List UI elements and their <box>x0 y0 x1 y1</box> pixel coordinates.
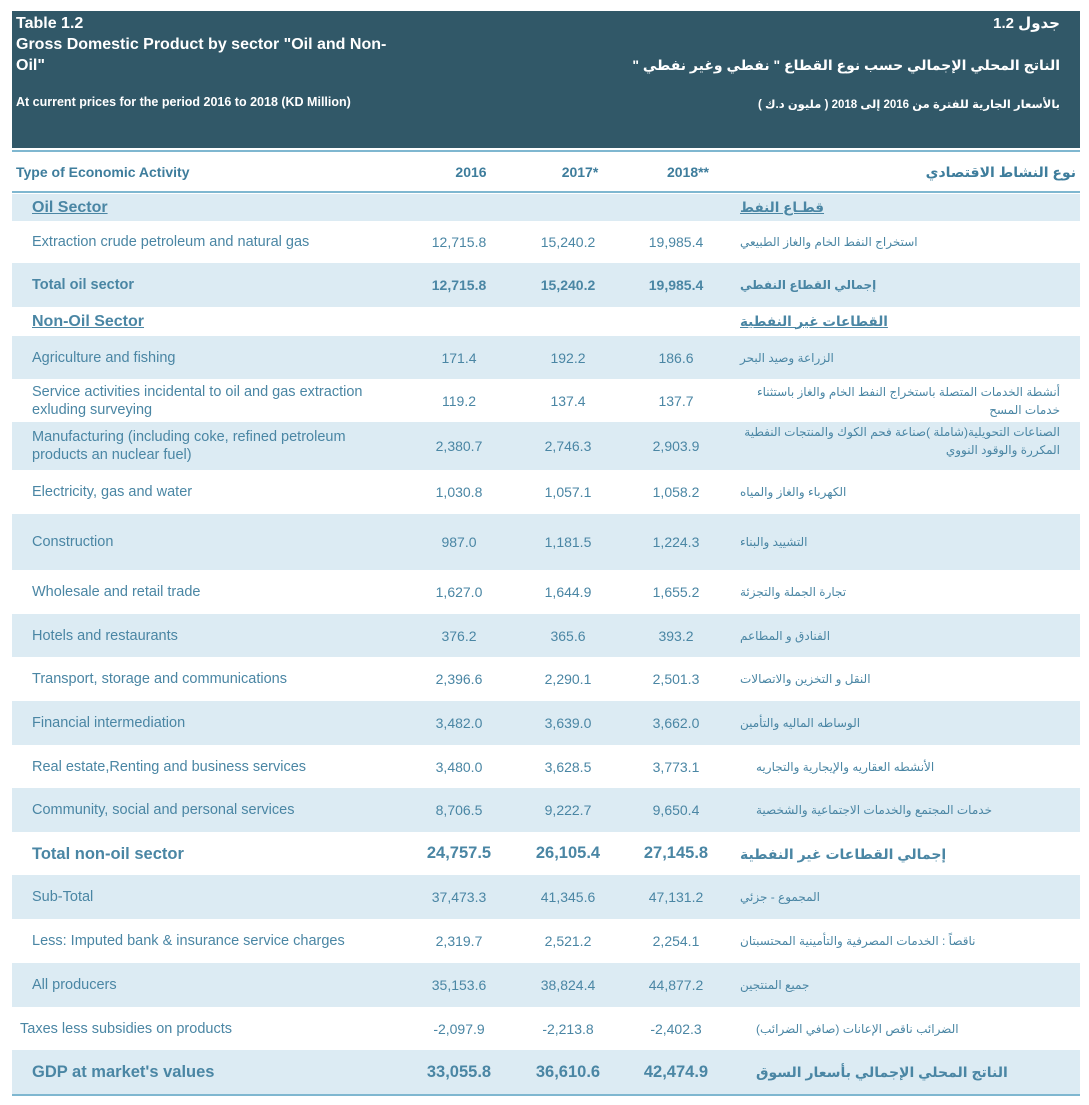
table-row <box>12 875 1080 919</box>
row-label-en: Community, social and personal services <box>32 802 295 818</box>
row-label-ar: الصناعات التحويلية(شاملة )صناعة فحم الكوك والمنتجات النفطية المكررة والوقود النووي <box>744 425 1060 457</box>
row-label-ar: أنشطة الخدمات المتصلة باستخراج النفط الخام والغاز باستثناء خدمات المسح <box>756 384 1060 417</box>
value-2017: 137.4 <box>550 392 586 409</box>
value-2018: 44,877.2 <box>648 977 704 993</box>
row-label-en: Wholesale and retail trade <box>32 584 201 600</box>
value-2017: 38,824.4 <box>540 977 596 993</box>
section-row-oil <box>12 194 1080 221</box>
row-label-en: Less: Imputed bank & insurance service charges <box>32 933 345 949</box>
row-label-ar: الفنادق و المطاعم <box>740 628 831 643</box>
table-row <box>12 657 1080 701</box>
column-header-row <box>12 153 1080 193</box>
value-2016: 2,319.7 <box>435 933 483 949</box>
row-label-ar: خدمات المجتمع والخدمات الاجتماعية والشخصية <box>756 803 992 817</box>
value-2018: 27,145.8 <box>643 844 709 862</box>
value-2017: 2,746.3 <box>544 438 592 454</box>
table-header-banner <box>12 11 1080 148</box>
table-row <box>12 570 1080 614</box>
value-2016: 12,715.8 <box>431 277 487 293</box>
row-label-ar: الوساطه الماليه والتأمين <box>740 716 861 730</box>
value-2018: 3,773.1 <box>652 758 700 775</box>
table-label-ar: جدول 1.2 <box>993 15 1060 32</box>
row-label-en: GDP at market's values <box>32 1063 215 1081</box>
column-header-activity-ar: نوع النشاط الاقتصادي <box>925 164 1076 180</box>
row-label-en: Transport, storage and communications <box>32 671 287 687</box>
value-2018: 2,903.9 <box>652 438 700 454</box>
value-2018: 47,131.2 <box>648 889 704 905</box>
row-label-en: Service activities incidental to oil and gas extraction exluding surveying <box>32 383 363 418</box>
row-label-en: Oil Sector <box>32 198 108 216</box>
row-label-en: Hotels and restaurants <box>32 627 178 644</box>
value-2016: -2,097.9 <box>433 1020 485 1037</box>
value-2016: 1,030.8 <box>435 484 483 500</box>
row-label-ar: استخراج النفط الخام والغاز الطبيعي <box>740 235 918 249</box>
row-label-en: Financial intermediation <box>32 715 186 731</box>
table-row <box>12 1007 1080 1050</box>
value-2018: 1,655.2 <box>652 584 700 600</box>
row-label-ar: الزراعة وصيد البحر <box>740 350 834 365</box>
value-2017: 36,610.6 <box>535 1062 601 1081</box>
row-label-ar: التشييد والبناء <box>740 535 808 549</box>
row-label-ar: جميع المنتجين <box>740 978 810 992</box>
row-label-ar: المجموع - جزئي <box>740 890 821 904</box>
row-label-en: Agriculture and fishing <box>32 349 176 366</box>
value-2016: 119.2 <box>442 392 476 409</box>
value-2018: 2,501.3 <box>652 671 700 687</box>
row-label-en: Total oil sector <box>32 277 135 293</box>
table-row <box>12 470 1080 514</box>
value-2016: 1,627.0 <box>435 584 483 600</box>
table-row <box>12 963 1080 1007</box>
table-row <box>12 919 1080 963</box>
table-row <box>12 379 1080 422</box>
row-label-en: Taxes less subsidies on products <box>20 1020 232 1037</box>
header-divider <box>12 150 1080 152</box>
table-note-ar: بالأسعار الجارية للفترة من 2016 إلى 2018 ( مليون د.ك ) <box>757 99 1060 111</box>
value-2017: 2,290.1 <box>544 671 592 687</box>
table-row <box>12 336 1080 379</box>
value-2018: 19,985.4 <box>648 277 704 293</box>
value-2016: 37,473.3 <box>431 889 487 905</box>
row-label-en: Sub-Total <box>32 889 94 905</box>
row-label-en: Construction <box>32 534 114 550</box>
value-2016: 12,715.8 <box>431 234 487 250</box>
value-2016: 3,482.0 <box>435 715 483 731</box>
value-2017: 15,240.2 <box>540 234 596 250</box>
value-2017: 15,240.2 <box>540 277 596 293</box>
table-row <box>12 745 1080 788</box>
value-2017: 9,222.7 <box>544 802 592 818</box>
value-2017: 3,639.0 <box>544 715 592 731</box>
value-2018: 137.7 <box>658 392 694 409</box>
value-2018: 393.2 <box>658 627 694 644</box>
row-label-en: Real estate,Renting and business services <box>32 758 307 775</box>
row-label-ar: الأنشطه العقاريه والإيجارية والتجاريه <box>756 759 935 774</box>
column-header-activity-en: Type of Economic Activity <box>16 164 190 180</box>
row-label-ar: تجارة الجملة والتجزئة <box>740 585 847 599</box>
value-2016: 33,055.8 <box>426 1062 492 1081</box>
value-2016: 35,153.6 <box>431 977 487 993</box>
row-label-en: Manufacturing (including coke, refined petroleum products an nuclear fuel) <box>32 429 346 463</box>
table-row <box>12 514 1080 570</box>
total-row-non-oil <box>12 832 1080 875</box>
row-label-en: Extraction crude petroleum and natural gas <box>32 234 310 250</box>
value-2018: 186.6 <box>658 349 694 366</box>
row-label-ar: ناقصاً : الخدمات المصرفية والتأمينية المحتسبتان <box>740 934 976 948</box>
value-2018: 9,650.4 <box>652 802 700 818</box>
value-2017: 1,057.1 <box>544 484 592 500</box>
value-2016: 376.2 <box>441 627 477 644</box>
table-label-en: Table 1.2 <box>16 15 84 32</box>
table-title-en: Gross Domestic Product by sector "Oil and Non-Oil" <box>16 36 387 74</box>
value-2018: -2,402.3 <box>650 1020 702 1037</box>
value-2017: 365.6 <box>550 627 586 644</box>
table-row <box>12 701 1080 745</box>
table-row <box>12 614 1080 657</box>
row-label-ar: الكهرباء والغاز والمياه <box>740 485 847 499</box>
row-label-en: Non-Oil Sector <box>32 312 145 330</box>
value-2016: 2,396.6 <box>435 671 483 687</box>
value-2016: 8,706.5 <box>435 802 483 818</box>
value-2017: 2,521.2 <box>544 933 592 949</box>
row-label-ar: إجمالي القطاع النفطي <box>740 278 877 292</box>
value-2018: 1,224.3 <box>652 534 700 550</box>
row-label-ar: الناتج المحلي الإجمالي بأسعار السوق <box>756 1064 1008 1080</box>
value-2017: 192.2 <box>550 349 586 366</box>
value-2018: 2,254.1 <box>652 933 700 949</box>
value-2017: 1,644.9 <box>544 584 592 600</box>
row-label-ar: إجمالي القطاعات غير النفطية <box>740 845 947 862</box>
column-header-2016: 2016 <box>455 164 487 180</box>
value-2016: 171.4 <box>441 349 477 366</box>
value-2016: 24,757.5 <box>426 844 492 862</box>
value-2016: 987.0 <box>441 534 477 550</box>
value-2018: 19,985.4 <box>648 234 704 250</box>
total-row-oil <box>12 263 1080 307</box>
row-label-ar: القطاعات غير النفطية <box>740 313 888 329</box>
value-2018: 3,662.0 <box>652 715 700 731</box>
column-header-2017: 2017* <box>561 164 599 180</box>
value-2017: 41,345.6 <box>540 889 596 905</box>
row-label-en: Electricity, gas and water <box>32 484 193 500</box>
value-2017: 1,181.5 <box>544 534 592 550</box>
table-row <box>12 422 1080 470</box>
value-2017: -2,213.8 <box>542 1020 594 1037</box>
value-2017: 3,628.5 <box>544 758 592 775</box>
column-header-2018: 2018** <box>666 164 710 180</box>
table-row <box>12 221 1080 263</box>
value-2017: 26,105.4 <box>535 844 601 862</box>
row-label-en: Total non-oil sector <box>32 844 184 863</box>
row-label-ar: الضرائب ناقص الإعانات (صافي الضرائب) <box>756 1021 959 1036</box>
row-label-ar: قطـاع النفط <box>740 199 825 215</box>
table-bottom-rule <box>12 1094 1080 1096</box>
value-2018: 42,474.9 <box>643 1062 709 1081</box>
value-2018: 1,058.2 <box>652 484 700 500</box>
row-label-ar: النقل و التخزين والاتصالات <box>740 672 871 686</box>
value-2016: 2,380.7 <box>435 438 483 454</box>
value-2016: 3,480.0 <box>435 758 483 775</box>
table-row <box>12 788 1080 832</box>
total-row-gdp <box>12 1050 1080 1094</box>
row-label-en: All producers <box>32 977 117 993</box>
table-title-ar: الناتج المحلي الإجمالي حسب نوع القطاع " نفطي وغير نفطي " <box>632 57 1060 73</box>
table-note-en: At current prices for the period 2016 to 2018 (KD Million) <box>16 95 351 109</box>
section-row-non-oil <box>12 307 1080 336</box>
